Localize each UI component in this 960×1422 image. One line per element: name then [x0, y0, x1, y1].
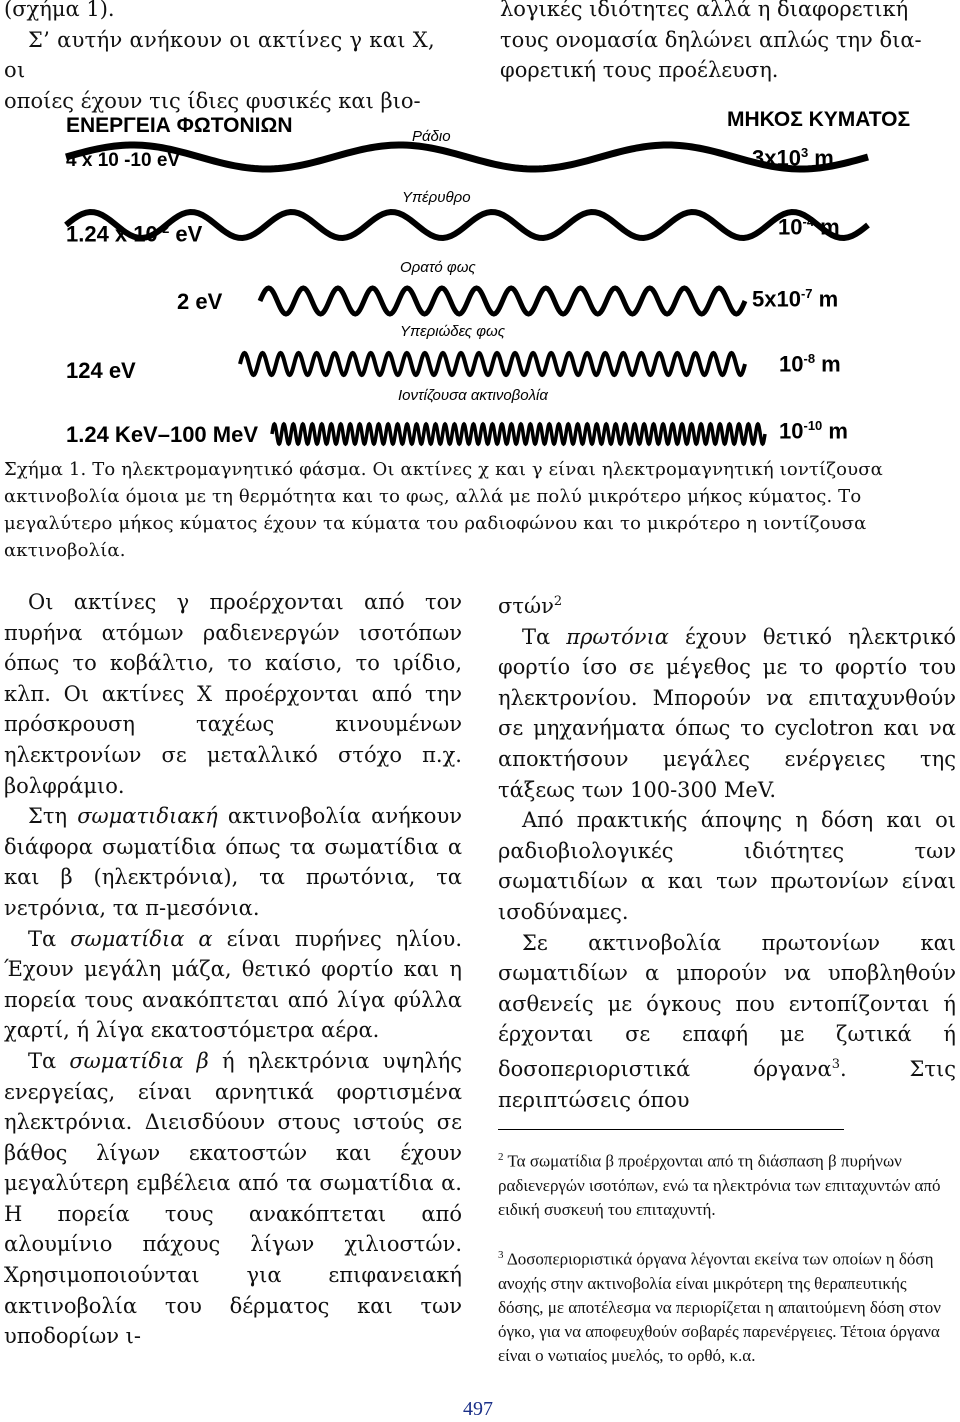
energy-infrared-exp: -2: [157, 221, 170, 236]
particle-radiation-paragraph: [4, 801, 462, 923]
page-number: 497: [463, 1398, 493, 1420]
top-right-line-3: φορετική τους προέλευση.: [500, 58, 779, 83]
top-left-line-1: (σχήμα 1).: [4, 0, 115, 21]
footnote-ref-3: 3: [831, 1056, 841, 1072]
wavelength-ionizing: [779, 418, 848, 444]
top-left-line-2: Σ’ αυτήν ανήκουν οι ακτίνες γ και Χ, οι: [4, 27, 435, 83]
wavelength-visible-unit: m: [812, 286, 839, 312]
wave-ionizing: [272, 424, 765, 444]
wavelength-header: ΜΗΚΟΣ ΚΥΜΑΤΟΣ: [727, 108, 911, 131]
wave-name-infrared: Υπέρυθρο: [402, 189, 471, 206]
protons-emphasis: πρωτόνια: [566, 624, 669, 649]
right-column: [498, 587, 956, 1115]
wavelength-visible: [752, 286, 838, 312]
spectrum-figure: [0, 100, 960, 455]
energy-infrared: [66, 221, 202, 247]
wavelength-visible-base: 5x10: [752, 286, 801, 312]
top-right-line-2: τους ονομασία δηλώνει απλώς την δια-: [500, 27, 922, 52]
wave-name-ionizing: Ιοντίζουσα ακτινοβολία: [398, 387, 548, 404]
p3-emphasis: σωματίδια α: [70, 926, 213, 951]
wave-visible: [260, 288, 745, 314]
wavelength-ionizing-base: 10: [779, 418, 804, 444]
wavelength-radio-base: 3x10: [752, 145, 801, 171]
wavelength-ultraviolet-base: 10: [779, 351, 804, 377]
top-left-text: [4, 0, 458, 116]
alpha-paragraph: [4, 924, 462, 1046]
footnote-2-text: Τα σωματίδια β προέρχονται από τη διάσπαση β πυρήνων ραδιενεργών ισοτόπων, ενώ τα ηλεκτρόνια των επιταχυντών από ειδική συσκευή του επιταχυντή.: [498, 1151, 941, 1219]
p2-start: Στη: [28, 804, 78, 829]
wavelength-infrared-exp: -4: [802, 214, 815, 229]
footnote-separator: [498, 1129, 844, 1130]
top-right-line-1: λογικές ιδιότητες αλλά η διαφορετική: [500, 0, 909, 21]
continuation-line: [498, 587, 956, 622]
footnote-3: [498, 1243, 956, 1368]
caption-line-3: μεγαλύτερο μήκος κύματος έχουν τα κύματα του ραδιοφώνου και το μικρότερο η ιοντίζουσα: [4, 513, 867, 534]
continuation-text: στών: [498, 594, 554, 618]
practical-paragraph: Από πρακτικής άποψης η δόση και οι ραδιοβιολογικές ιδιότητες των σωματιδίων α και των πρωτονίων είναι ισοδύναμες.: [498, 808, 956, 924]
wave-ultraviolet: [240, 353, 745, 375]
p3-rest: είναι πυρήνες ηλίου. Έχουν μεγάλη μάζα, θετικό φορτίο και η πορεία τους ανακόπτεται από λίγα φύλλα χαρτί, ή λίγα εκατοστόμετρα αέρα.: [4, 926, 463, 1043]
wavelength-ionizing-exp: -10: [803, 418, 823, 433]
caption-line-2: ακτινοβολία όμοια με τη θερμότητα και το φως, αλλά με πολύ μικρότερο μήκος κύματος. Το: [4, 486, 862, 507]
energy-header: ΕΝΕΡΓΕΙΑ ΦΩΤΟΝΙΩΝ: [66, 114, 293, 137]
wave-name-radio: Ράδιο: [412, 128, 451, 145]
energy-radio: 4 x 10 -10 eV: [66, 150, 181, 171]
therapy-end: . Στις περιπτώσεις όπου: [498, 1056, 956, 1112]
gamma-xray-paragraph: Οι ακτίνες γ προέρχονται από τον πυρήνα ατόμων ραδιενεργών ισοτόπων όπως το κοβάλτιο, το καίσιο, το ιρίδιο, κλπ. Οι ακτίνες Χ προέρχονται από την πρόσκρουση ταχέως κινουμένων ηλεκτρονίων σε μεταλλικό στόχο π.χ. βολφράμιο.: [4, 590, 462, 798]
p2-rest: ακτινοβολία ανήκουν διάφορα σωματίδια όπως τα σωματίδια α και β (ηλεκτρόνια), τα πρωτόνια, τα νετρόνια, τα π-μεσόνια.: [4, 804, 462, 920]
wavelength-infrared-unit: m: [814, 214, 840, 240]
footnote-2: [498, 1145, 956, 1222]
energy-ionizing: 1.24 KeV–100 MeV: [66, 422, 259, 447]
wave-name-visible: Ορατό φως: [400, 259, 476, 276]
wavelength-ultraviolet-exp: -8: [803, 351, 816, 366]
wavelength-radio-exp: 3: [800, 145, 809, 160]
beta-paragraph: [4, 1046, 462, 1352]
protons-rest: έχουν θετικό ηλεκτρικό φορτίο ίσο σε μέγεθος με το φορτίο του ηλεκτρονίου. Μπορούν να επιταχυνθούν σε μηχανήματα όπως το cyclotron και να αποκτήσουν μεγάλες ενέργειες της τάξεως των 100-300 MeV.: [498, 624, 956, 802]
therapy-text: Σε ακτινοβολία πρωτονίων και σωματιδίων α μπορούν να υποβληθούν ασθενείς με όγκους που εντοπίζονται ή έρχονται σε επαφή με ζωτικά ή δοσοπεριοριστικά όργανα: [498, 930, 956, 1081]
wavelength-radio-unit: m: [808, 145, 834, 171]
wavelength-ionizing-unit: m: [822, 418, 848, 444]
wavelength-radio: [752, 145, 834, 171]
energy-infrared-base: 1.24 x 10: [66, 221, 158, 247]
wavelength-infrared-base: 10: [778, 214, 803, 240]
energy-visible: 2 eV: [177, 289, 223, 314]
footnote-ref-2: 2: [553, 594, 563, 609]
protons-paragraph: [498, 622, 956, 806]
energy-infrared-unit: eV: [169, 221, 203, 247]
wavelength-ultraviolet: [779, 351, 841, 377]
wavelength-infrared: [778, 214, 840, 240]
wave-radio: [66, 145, 868, 169]
p3-start: Τα: [28, 926, 71, 951]
p4-start: Τα: [28, 1048, 70, 1073]
wavelength-visible-exp: -7: [800, 286, 813, 301]
p2-emphasis: σωματιδιακή: [77, 804, 218, 829]
footnote-3-text: Δοσοπεριοριστικά όργανα λέγονται εκείνα των οποίων η δόση ανοχής στην ακτινοβολία είναι μικρότερη της θεραπευτικής δόσης, με αποτέλεσμα να περιορίζεται η απαιτούμενη δόση στον όγκο, για να αποφευχθούν σοβαρές παρενέργειες. Τέτοια όργανα είναι ο νωτιαίος μυελός, το ορθό, κ.α.: [498, 1249, 941, 1365]
top-left-line-3: οποίες έχουν τις ίδιες φυσικές και βιο-: [4, 88, 421, 113]
wavelength-ultraviolet-unit: m: [815, 351, 841, 377]
figure-caption: [4, 456, 956, 564]
left-column: [4, 587, 462, 1352]
therapy-paragraph: [498, 928, 956, 1116]
p4-emphasis: σωματίδια β: [69, 1048, 209, 1073]
caption-line-4: ακτινοβολία.: [4, 540, 126, 561]
footnote-3-mark: 3: [498, 1249, 504, 1261]
protons-start: Τα: [522, 624, 567, 649]
caption-line-1: Σχήμα 1. Το ηλεκτρομαγνητικό φάσμα. Οι ακτίνες χ και γ είναι ηλεκτρομαγνητική ιοντίζουσα: [4, 459, 883, 480]
top-right-text: [500, 0, 956, 86]
energy-ultraviolet: 124 eV: [66, 358, 136, 383]
footnote-2-mark: 2: [498, 1151, 504, 1163]
p4-rest: ή ηλεκτρόνια υψηλής ενεργείας, είναι αρνητικά φορτισμένα ηλεκτρόνια. Διεισδύουν στους ιστούς σε βάθος λίγων εκατοστών και έχουν μεγαλύτερη εμβέλεια από τα σωματίδια α. Η πορεία τους ανακόπτεται από αλουμίνιο πάχους λίγων χιλιοστών. Χρησιμοποιούνται για επιφανειακή ακτινοβολία του δέρματος και των υποδορίων ι-: [4, 1048, 462, 1349]
wave-name-ultraviolet: Υπεριώδες φως: [400, 323, 505, 340]
